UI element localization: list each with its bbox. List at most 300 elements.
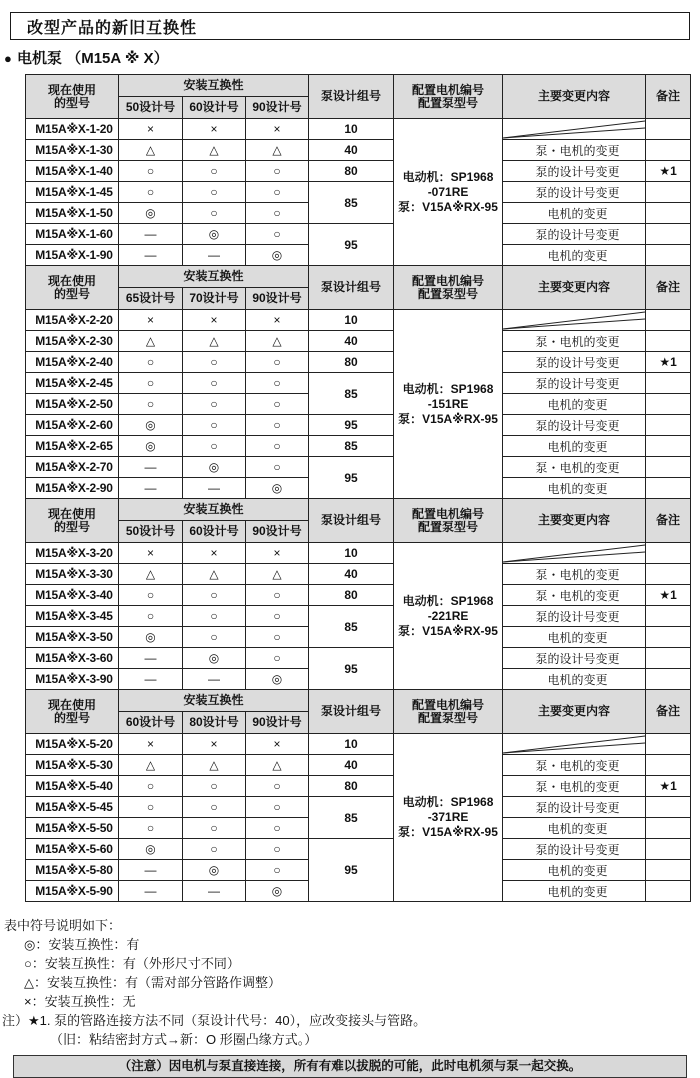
circle-icon: ○ [119, 797, 183, 818]
change-cell: 电机的变更 [503, 394, 646, 415]
double-circle-icon: ◎ [119, 203, 183, 224]
header-group: 泵设计组号 [309, 499, 394, 543]
circle-icon: ○ [183, 203, 246, 224]
model-cell: M15A※X-2-50 [26, 394, 119, 415]
triangle-icon: △ [246, 140, 309, 161]
model-cell: M15A※X-5-50 [26, 818, 119, 839]
circle-icon: ○ [183, 394, 246, 415]
model-cell: M15A※X-5-40 [26, 776, 119, 797]
triangle-icon: △ [119, 755, 183, 776]
circle-icon: ○ [119, 373, 183, 394]
double-circle-icon: ◎ [246, 669, 309, 690]
circle-icon: ○ [119, 585, 183, 606]
double-circle-icon: ◎ [119, 627, 183, 648]
diagonal-line-icon [503, 310, 645, 330]
header-motor-line2: 配置泵型号 [418, 286, 479, 301]
change-cell: 电机的变更 [503, 436, 646, 457]
change-cell-na [503, 310, 646, 331]
triangle-icon: △ [119, 331, 183, 352]
note-cell [646, 627, 691, 648]
pump-design-group-cell: 10 [309, 310, 394, 331]
note-cell [646, 755, 691, 776]
footnote-star1: 注）★1. 泵的管路连接方法不同（泵设计代号：40），应改变接头与管路。 [2, 1013, 427, 1028]
dash-icon: — [183, 669, 246, 690]
change-cell: 电机的变更 [503, 818, 646, 839]
dash-icon: — [119, 648, 183, 669]
motor-config-line-1: 电动机：SP1968 [402, 795, 494, 809]
model-cell: M15A※X-1-90 [26, 245, 119, 266]
model-cell: M15A※X-1-20 [26, 119, 119, 140]
compatibility-table-2 [25, 265, 691, 499]
circle-icon: ○ [183, 627, 246, 648]
note-cell [646, 564, 691, 585]
cross-icon: × [183, 543, 246, 564]
double-circle-icon: ◎ [246, 881, 309, 902]
triangle-icon: △ [183, 331, 246, 352]
model-cell: M15A※X-2-40 [26, 352, 119, 373]
note-cell [646, 119, 691, 140]
header-motor-line1: 配置电机编号 [412, 273, 485, 288]
diagonal-line-icon [503, 543, 645, 563]
table-head [26, 499, 691, 543]
note-cell [646, 734, 691, 755]
circle-icon: ○ [183, 436, 246, 457]
circle-icon: ○ [183, 161, 246, 182]
header-design-col-2: 70设计号 [183, 288, 246, 310]
compatibility-table-4 [25, 689, 691, 902]
header-model-line2: 的型号 [53, 519, 90, 534]
note-cell [646, 203, 691, 224]
model-cell: M15A※X-3-45 [26, 606, 119, 627]
triangle-icon: △ [183, 564, 246, 585]
header-row-1 [26, 75, 691, 97]
motor-config-line-2: -371RE [427, 810, 469, 824]
circle-icon: ○ [246, 606, 309, 627]
circle-icon: ○ [119, 776, 183, 797]
pump-design-group-cell: 95 [309, 457, 394, 499]
motor-pump-config-cell [394, 734, 503, 902]
note-cell: ★1 [646, 585, 691, 606]
change-cell: 泵的设计号变更 [503, 373, 646, 394]
note-cell [646, 415, 691, 436]
pump-design-group-cell: 10 [309, 119, 394, 140]
circle-icon: ○ [246, 436, 309, 457]
dash-icon: — [119, 478, 183, 499]
model-cell: M15A※X-5-30 [26, 755, 119, 776]
page-title-box [10, 12, 690, 40]
compatibility-table-3 [25, 498, 691, 690]
header-model-line1: 现在使用 [47, 506, 96, 521]
note-cell [646, 478, 691, 499]
pump-design-group-cell: 80 [309, 585, 394, 606]
table-row [26, 182, 691, 203]
motor-config-line-3: 泵：V15A※RX-95 [398, 825, 498, 839]
header-motor-line2: 配置泵型号 [418, 710, 479, 725]
motor-config-line-1: 电动机：SP1968 [402, 381, 494, 396]
pump-design-group-cell: 80 [309, 776, 394, 797]
header-design-col-3: 90设计号 [246, 521, 309, 543]
header-note: 备注 [646, 499, 691, 543]
change-cell: 泵的设计号变更 [503, 606, 646, 627]
circle-icon: ○ [246, 161, 309, 182]
dash-icon: — [119, 224, 183, 245]
table-body [26, 734, 691, 902]
model-cell: M15A※X-5-80 [26, 860, 119, 881]
note-cell [646, 606, 691, 627]
dash-icon: — [119, 457, 183, 478]
circle-icon: ○ [119, 606, 183, 627]
circle-icon: ○ [246, 415, 309, 436]
cross-icon: × [246, 543, 309, 564]
change-cell: 泵的设计号变更 [503, 839, 646, 860]
circle-icon: ○ [183, 585, 246, 606]
note-cell [646, 245, 691, 266]
change-cell: 电机的变更 [503, 245, 646, 266]
dash-icon: — [183, 881, 246, 902]
pump-design-group-cell: 95 [309, 648, 394, 690]
header-compat: 安装互换性 [119, 690, 309, 712]
circle-icon: ○ [183, 415, 246, 436]
header-motor [394, 690, 503, 734]
footnotes [0, 1011, 700, 1049]
table-row [26, 224, 691, 245]
pump-design-group-cell: 95 [309, 224, 394, 266]
pump-design-group-cell: 85 [309, 606, 394, 648]
change-cell-na [503, 543, 646, 564]
cross-icon: × [183, 119, 246, 140]
header-compat: 安装互换性 [119, 75, 309, 97]
cross-icon: × [119, 543, 183, 564]
note-cell [646, 140, 691, 161]
pump-design-group-cell: 85 [309, 373, 394, 415]
subtitle-text: 电机泵 （M15A ※ X） [17, 50, 169, 67]
cross-icon: × [183, 734, 246, 755]
dash-icon: — [119, 860, 183, 881]
diagonal-line-icon [503, 734, 645, 754]
motor-config-line-2: -221RE [427, 608, 469, 623]
double-circle-icon: ◎ [119, 839, 183, 860]
change-cell: 泵・电机的变更 [503, 140, 646, 161]
note-cell [646, 797, 691, 818]
header-motor-line1: 配置电机编号 [412, 506, 485, 521]
triangle-icon: △ [246, 755, 309, 776]
double-circle-icon: ◎ [183, 860, 246, 881]
header-model-line2: 的型号 [53, 710, 90, 725]
header-group: 泵设计组号 [309, 690, 394, 734]
table-row [26, 161, 691, 182]
double-circle-icon: ◎ [119, 436, 183, 457]
change-cell: 电机的变更 [503, 203, 646, 224]
motor-config-line-3: 泵：V15A※RX-95 [398, 411, 498, 426]
header-motor-line1: 配置电机编号 [412, 82, 485, 97]
header-note: 备注 [646, 266, 691, 310]
notice-text: （注意）因电机与泵直接连接，所有有难以拔脱的可能，此时电机须与泵一起交换。 [118, 1059, 582, 1073]
cross-icon: × [119, 310, 183, 331]
cross-icon: × [119, 119, 183, 140]
note-cell [646, 331, 691, 352]
table-row [26, 585, 691, 606]
change-cell: 泵・电机的变更 [503, 331, 646, 352]
model-cell: M15A※X-2-90 [26, 478, 119, 499]
note-cell [646, 310, 691, 331]
header-row-1 [26, 499, 691, 521]
table-body [26, 119, 691, 266]
table-row [26, 436, 691, 457]
change-cell: 泵的设计号变更 [503, 161, 646, 182]
header-model-line1: 现在使用 [47, 697, 96, 712]
double-circle-icon: ◎ [183, 457, 246, 478]
header-note: 备注 [646, 75, 691, 119]
header-design-col-2: 60设计号 [183, 97, 246, 119]
table-row [26, 606, 691, 627]
table-row [26, 755, 691, 776]
pump-design-group-cell: 95 [309, 415, 394, 436]
header-change: 主要变更内容 [503, 499, 646, 543]
header-row-1 [26, 266, 691, 288]
manual-page [0, 12, 700, 1073]
note-cell [646, 394, 691, 415]
circle-icon: ○ [119, 182, 183, 203]
model-cell: M15A※X-1-40 [26, 161, 119, 182]
pump-design-group-cell: 80 [309, 352, 394, 373]
circle-icon: ○ [246, 585, 309, 606]
bullet-icon: ● [4, 51, 12, 66]
model-cell: M15A※X-2-45 [26, 373, 119, 394]
header-model [26, 499, 119, 543]
header-change: 主要变更内容 [503, 75, 646, 119]
pump-design-group-cell: 95 [309, 839, 394, 902]
triangle-icon: △ [119, 564, 183, 585]
model-cell: M15A※X-3-60 [26, 648, 119, 669]
dash-icon: — [119, 881, 183, 902]
header-design-col-1: 50设计号 [119, 521, 183, 543]
change-cell: 电机的变更 [503, 881, 646, 902]
table-body [26, 310, 691, 499]
notice-box [13, 1055, 687, 1078]
note-cell: ★1 [646, 161, 691, 182]
circle-icon: ○ [246, 776, 309, 797]
motor-config-line-3: 泵：V15A※RX-95 [398, 199, 498, 214]
circle-icon: ○ [246, 627, 309, 648]
legend-item-double-circle [4, 935, 700, 954]
table-row [26, 352, 691, 373]
table-body [26, 543, 691, 690]
table-row [26, 119, 691, 140]
double-circle-icon: ◎ [246, 245, 309, 266]
diagonal-line-icon [503, 119, 645, 139]
page-title: 改型产品的新旧互换性 [27, 19, 198, 37]
circle-icon: ○ [246, 394, 309, 415]
legend [4, 916, 700, 1011]
motor-config-line-2: -151RE [427, 396, 469, 411]
table-row [26, 776, 691, 797]
table-row [26, 457, 691, 478]
circle-icon: ○ [183, 818, 246, 839]
model-cell: M15A※X-2-65 [26, 436, 119, 457]
cross-icon: × [183, 310, 246, 331]
circle-icon: ○：安装互换性：有（外形尺寸不同） [24, 956, 240, 971]
triangle-icon: △ [119, 140, 183, 161]
pump-design-group-cell: 85 [309, 436, 394, 457]
note-cell [646, 881, 691, 902]
change-cell: 泵的设计号变更 [503, 352, 646, 373]
model-cell: M15A※X-1-60 [26, 224, 119, 245]
cross-icon: × [119, 734, 183, 755]
table-row [26, 331, 691, 352]
motor-config-line-2: -071RE [427, 184, 469, 199]
model-cell: M15A※X-5-20 [26, 734, 119, 755]
pump-design-group-cell: 40 [309, 564, 394, 585]
header-design-col-3: 90设计号 [246, 712, 309, 734]
table-head [26, 75, 691, 119]
change-cell: 电机的变更 [503, 627, 646, 648]
table-row [26, 310, 691, 331]
circle-icon: ○ [183, 776, 246, 797]
header-design-col-1: 60设计号 [119, 712, 183, 734]
double-circle-icon: ◎ [183, 224, 246, 245]
header-change: 主要变更内容 [503, 266, 646, 310]
dash-icon: — [119, 669, 183, 690]
circle-icon: ○ [119, 394, 183, 415]
table-row [26, 648, 691, 669]
header-compat: 安装互换性 [119, 266, 309, 288]
model-cell: M15A※X-3-30 [26, 564, 119, 585]
header-model-line1: 现在使用 [47, 273, 96, 288]
change-cell: 泵的设计号变更 [503, 648, 646, 669]
note-cell [646, 648, 691, 669]
header-motor [394, 499, 503, 543]
note-cell [646, 436, 691, 457]
triangle-icon: △ [183, 140, 246, 161]
model-cell: M15A※X-1-45 [26, 182, 119, 203]
pump-design-group-cell: 40 [309, 755, 394, 776]
circle-icon: ○ [183, 182, 246, 203]
header-model-line2: 的型号 [53, 286, 90, 301]
table-head [26, 690, 691, 734]
change-cell-na [503, 119, 646, 140]
triangle-icon: △：安装互换性：有（需对部分管路作调整） [24, 975, 281, 990]
note-cell: ★1 [646, 352, 691, 373]
model-cell: M15A※X-3-40 [26, 585, 119, 606]
pump-design-group-cell: 85 [309, 182, 394, 224]
change-cell: 电机的变更 [503, 478, 646, 499]
model-cell: M15A※X-2-60 [26, 415, 119, 436]
motor-pump-config-cell [394, 310, 503, 499]
circle-icon: ○ [246, 860, 309, 881]
circle-icon: ○ [119, 352, 183, 373]
change-cell: 泵・电机的变更 [503, 776, 646, 797]
table-row [26, 734, 691, 755]
note-cell [646, 669, 691, 690]
circle-icon: ○ [119, 818, 183, 839]
footnote-star1-detail: （旧：粘结密封方式→新：O 形圈凸缘方式。） [50, 1032, 318, 1047]
legend-item-circle [4, 954, 700, 973]
motor-config-line-1: 电动机：SP1968 [402, 169, 494, 184]
model-cell: M15A※X-3-20 [26, 543, 119, 564]
change-cell: 泵的设计号变更 [503, 182, 646, 203]
change-cell: 泵・电机的变更 [503, 457, 646, 478]
circle-icon: ○ [183, 797, 246, 818]
pump-design-group-cell: 40 [309, 140, 394, 161]
circle-icon: ○ [246, 224, 309, 245]
circle-icon: ○ [246, 818, 309, 839]
circle-icon: ○ [119, 161, 183, 182]
table-row [26, 543, 691, 564]
circle-icon: ○ [246, 182, 309, 203]
table-row [26, 373, 691, 394]
model-cell: M15A※X-3-50 [26, 627, 119, 648]
motor-config-line-3: 泵：V15A※RX-95 [398, 623, 498, 638]
note-cell [646, 839, 691, 860]
circle-icon: ○ [246, 203, 309, 224]
header-row-1 [26, 690, 691, 712]
dash-icon: — [183, 245, 246, 266]
header-model [26, 266, 119, 310]
header-design-col-2: 80设计号 [183, 712, 246, 734]
motor-config-line-1: 电动机：SP1968 [402, 593, 494, 608]
legend-item-triangle [4, 973, 700, 992]
model-cell: M15A※X-2-70 [26, 457, 119, 478]
header-design-col-1: 50设计号 [119, 97, 183, 119]
note-cell [646, 457, 691, 478]
triangle-icon: △ [246, 331, 309, 352]
change-cell: 泵・电机的变更 [503, 755, 646, 776]
note-cell: ★1 [646, 776, 691, 797]
cross-icon: × [246, 310, 309, 331]
header-motor-line1: 配置电机编号 [412, 697, 485, 712]
double-circle-icon: ◎ [183, 648, 246, 669]
change-cell: 泵的设计号变更 [503, 797, 646, 818]
model-cell: M15A※X-5-60 [26, 839, 119, 860]
header-change: 主要变更内容 [503, 690, 646, 734]
header-model-line1: 现在使用 [47, 82, 96, 97]
change-cell: 泵・电机的变更 [503, 564, 646, 585]
header-group: 泵设计组号 [309, 75, 394, 119]
header-motor-line2: 配置泵型号 [418, 95, 479, 110]
pump-design-group-cell: 40 [309, 331, 394, 352]
double-circle-icon: ◎ [119, 415, 183, 436]
compatibility-table-1 [25, 74, 691, 266]
header-group: 泵设计组号 [309, 266, 394, 310]
model-cell: M15A※X-3-90 [26, 669, 119, 690]
motor-pump-config-cell [394, 543, 503, 690]
table-row [26, 564, 691, 585]
header-motor-line2: 配置泵型号 [418, 519, 479, 534]
circle-icon: ○ [183, 373, 246, 394]
header-compat: 安装互换性 [119, 499, 309, 521]
header-design-col-2: 60设计号 [183, 521, 246, 543]
circle-icon: ○ [246, 457, 309, 478]
circle-icon: ○ [246, 797, 309, 818]
header-model [26, 75, 119, 119]
model-cell: M15A※X-5-45 [26, 797, 119, 818]
table-row [26, 797, 691, 818]
change-cell: 泵的设计号变更 [503, 415, 646, 436]
pump-design-group-cell: 85 [309, 797, 394, 839]
header-design-col-3: 90设计号 [246, 288, 309, 310]
legend-item-cross [4, 992, 700, 1011]
double-circle-icon: ◎ [246, 478, 309, 499]
model-cell: M15A※X-1-30 [26, 140, 119, 161]
circle-icon: ○ [246, 373, 309, 394]
table-row [26, 140, 691, 161]
circle-icon: ○ [183, 606, 246, 627]
motor-pump-config-cell [394, 119, 503, 266]
header-design-col-3: 90设计号 [246, 97, 309, 119]
triangle-icon: △ [183, 755, 246, 776]
header-motor [394, 75, 503, 119]
circle-icon: ○ [183, 352, 246, 373]
